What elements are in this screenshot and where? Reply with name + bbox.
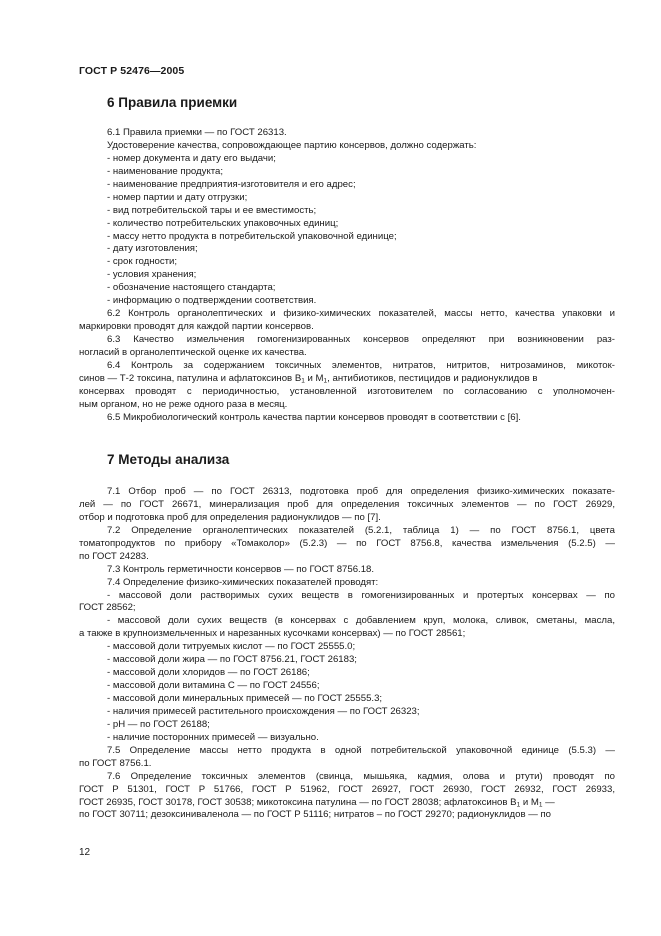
list-item: - массовой доли сухих веществ (в консервах с добавлением круп, молока, сливок, сметаны, масла, — [107, 615, 615, 627]
subscript: 1 — [323, 377, 328, 385]
list-item: - рН — по ГОСТ 26188; — [107, 718, 210, 730]
text-line: по ГОСТ 30711; дезоксиниваленола — по ГОСТ Р 51116; нитратов – по ГОСТ 29270; радионуклидов — по — [79, 809, 552, 821]
subscript: 1 — [301, 377, 305, 385]
list-item: - информацию о подтверждении соответствия. — [107, 295, 317, 307]
list-item: - вид потребительской тары и ее вместимость; — [107, 204, 317, 216]
section-6-body — [79, 127, 615, 425]
list-item: - наименование продукта; — [107, 165, 224, 177]
text-line: а также в крупноизмельченных и нарезанных кусочками консервах) — по ГОСТ 28561; — [79, 628, 466, 640]
text-segment: , антибиотиков, пестицидов и радионуклидов в — [327, 372, 538, 384]
text-line: ГОСТ Р 51301, ГОСТ Р 51766, ГОСТ Р 51962, ГОСТ 26927, ГОСТ 26930, ГОСТ 26932, ГОСТ 26933, — [79, 783, 615, 795]
text-line: томатопродуктов по прибору «Томаколор» (5.2.3) — по ГОСТ 8756.8, качества измельчения (5.2.5) — — [79, 537, 615, 549]
text-line: 7.2 Определение органолептических показателей (5.2.1, таблица 1) — по ГОСТ 8756.1, цвета — [107, 524, 615, 536]
text-line: 6.4 Контроль за содержанием токсичных элементов, нитратов, нитритов, нитрозаминов, микоток- — [107, 359, 615, 371]
page-number: 12 — [79, 847, 91, 858]
text-line: 7.4 Определение физико-химических показателей проводят: — [107, 576, 379, 588]
list-item: - условия хранения; — [107, 269, 197, 281]
text-line: 7.6 Определение токсичных элементов (свинца, мышьяка, кадмия, олова и ртути) проводят по — [107, 770, 615, 782]
text-segment: — — [542, 796, 555, 808]
text-line — [79, 797, 615, 810]
text-segment: ГОСТ 26935, ГОСТ 30178, ГОСТ 30538; микотоксина патулина — по ГОСТ 28038; афлатоксинов В — [79, 796, 517, 808]
list-item: - массовой доли хлоридов — по ГОСТ 26186; — [107, 667, 310, 679]
list-item: - номер партии и дату отгрузки; — [107, 191, 248, 203]
list-item: - массовой доли титруемых кислот — по ГОСТ 25555.0; — [107, 641, 356, 653]
list-item: - наименование предприятия-изготовителя и его адрес; — [107, 178, 356, 190]
text-line — [79, 373, 615, 386]
text-line: 6.2 Контроль органолептических и физико-химических показателей, массы нетто, качества упаковки и — [107, 308, 615, 320]
text-line: 7.5 Определение массы нетто продукта в одной потребительской упаковочной единице (5.5.3) — — [107, 744, 615, 756]
list-item: - обозначение настоящего стандарта; — [107, 282, 276, 294]
list-item: - массовой доли жира — по ГОСТ 8756.21, ГОСТ 26183; — [107, 654, 357, 666]
text-line: ногласий в органолептической оценке их качества. — [79, 346, 307, 358]
text-line: отбор и подготовка проб для определения радионуклидов — по [7]. — [79, 511, 381, 523]
text-line: 6.1 Правила приемки — по ГОСТ 26313. — [107, 127, 287, 138]
list-item: - количество потребительских упаковочных единиц; — [107, 217, 339, 229]
text-line: 7.1 Отбор проб — по ГОСТ 26313, подготовка проб для определения физико-химических показате- — [107, 486, 615, 497]
list-item: - наличия примесей растительного происхождения — по ГОСТ 26323; — [107, 705, 420, 717]
text-line: маркировки проводят для каждой партии консервов. — [79, 321, 314, 333]
text-segment: и М — [520, 796, 539, 808]
text-segment: и М — [304, 372, 324, 384]
text-line: лей — по ГОСТ 26671, минерализация проб для определения токсичных элементов — по ГОСТ 26929, — [79, 498, 615, 510]
list-item: - дату изготовления; — [107, 243, 198, 255]
text-line: 7.3 Контроль герметичности консервов — по ГОСТ 8756.18. — [107, 563, 375, 575]
text-line: по ГОСТ 8756.1. — [79, 757, 152, 769]
subscript: 1 — [538, 801, 543, 808]
list-item: - номер документа и дату его выдачи; — [107, 152, 276, 164]
section-7-title: 7 Методы анализа — [107, 452, 230, 467]
list-item: - массовой доли витамина С — по ГОСТ 24556; — [107, 680, 320, 692]
text-line: консервах проводят с периодичностью, установленной изготовителем по согласованию с уполномочен- — [79, 385, 615, 397]
section-6-title: 6 Правила приемки — [107, 95, 238, 110]
text-segment: синов — Т-2 токсина, патулина и афлатоксинов В — [79, 372, 302, 384]
text-line: ным органом, но не реже одного раза в месяц. — [79, 398, 288, 410]
list-item: - срок годности; — [107, 256, 178, 268]
section-7-body — [79, 486, 615, 822]
document-header: ГОСТ Р 52476—2005 — [79, 65, 185, 77]
text-line: 6.3 Качество измельчения гомогенизированных консервов определяют при возникновении раз- — [107, 334, 615, 345]
list-item: - наличие посторонних примесей — визуально. — [107, 731, 319, 743]
text-line: по ГОСТ 24283. — [79, 550, 149, 562]
text-line: ГОСТ 28562; — [79, 602, 136, 614]
list-item: - массовой доли растворимых сухих веществ в гомогенизированных и протертых консервах — по — [107, 589, 615, 601]
text-line: Удостоверение качества, сопровождающее партию консервов, должно содержать: — [107, 139, 477, 151]
list-item: - массовой доли минеральных примесей — по ГОСТ 25555.3; — [107, 693, 383, 704]
text-line: 6.5 Микробиологический контроль качества партии консервов проводят в соответствии с [6]. — [107, 411, 521, 423]
subscript: 1 — [516, 801, 521, 808]
list-item: - массу нетто продукта в потребительской упаковочной единице; — [107, 230, 397, 242]
